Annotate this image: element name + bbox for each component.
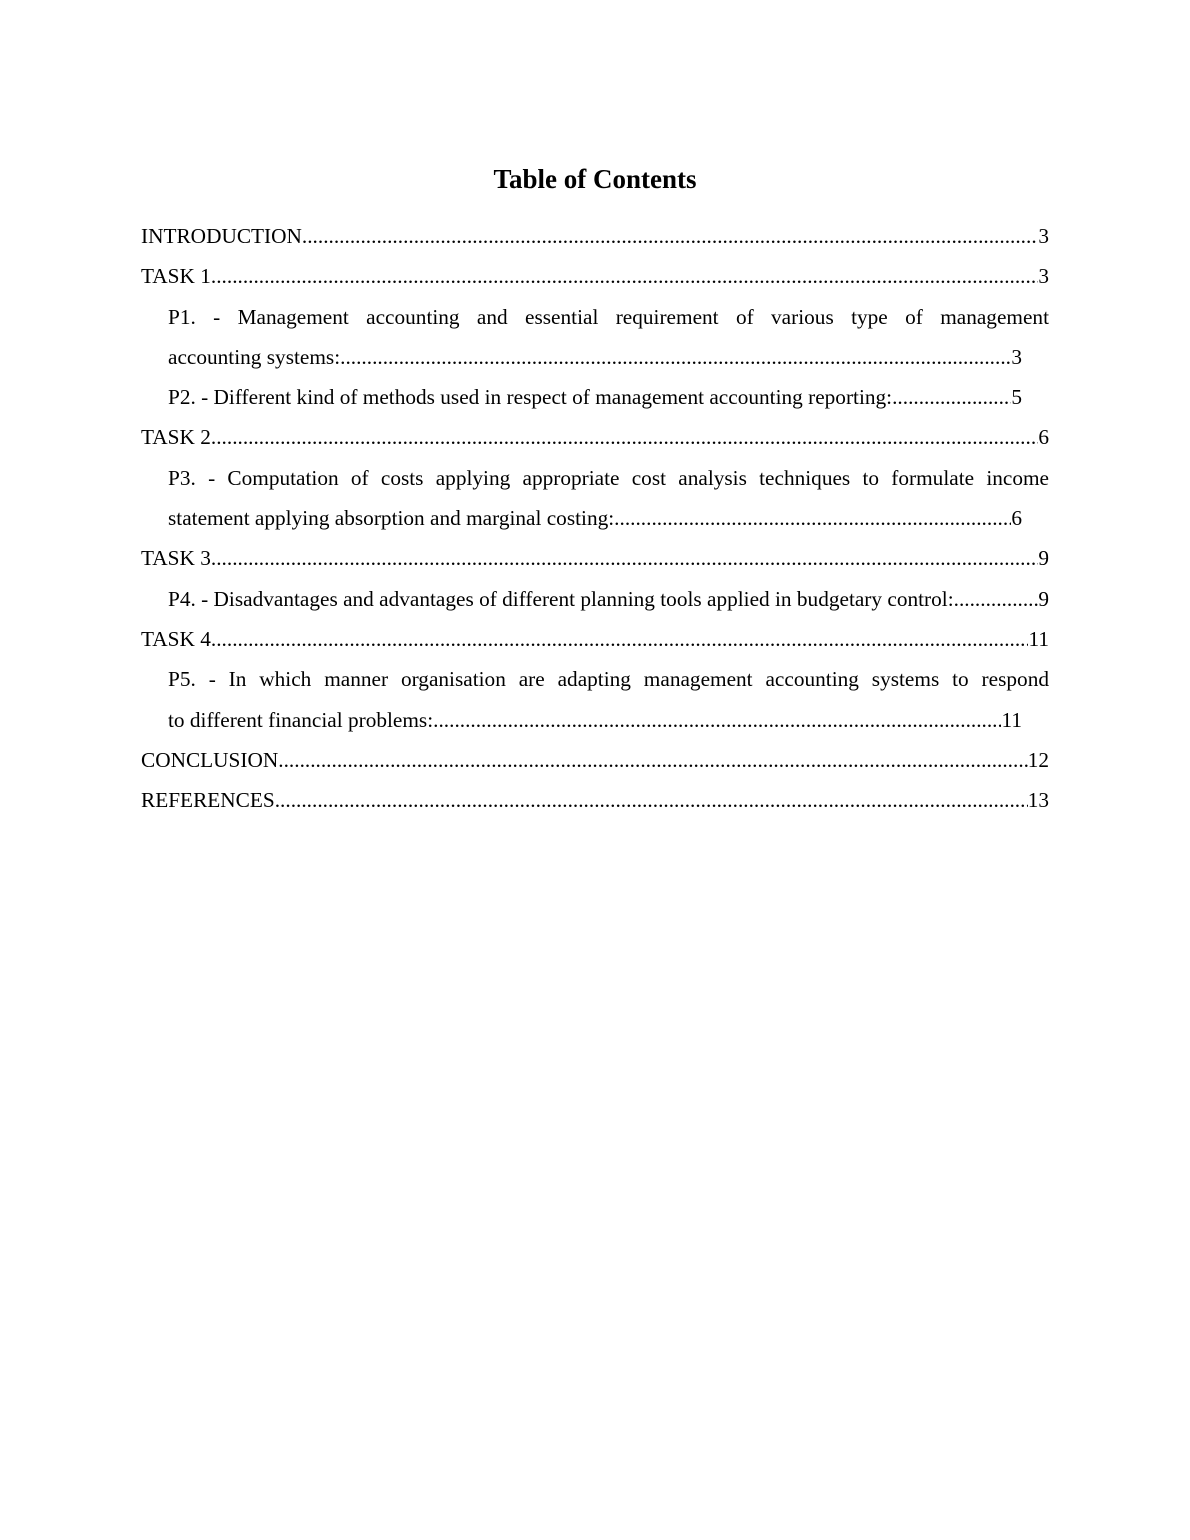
toc-leader bbox=[954, 579, 1039, 619]
toc-page-number: 3 bbox=[1011, 344, 1022, 369]
toc-entry-introduction[interactable] bbox=[141, 216, 1049, 256]
toc-leader bbox=[302, 216, 1038, 256]
toc-page-number: 11 bbox=[1028, 626, 1049, 651]
toc-entry-p1[interactable] bbox=[141, 297, 1049, 378]
toc-entry-task-2[interactable] bbox=[141, 417, 1049, 457]
toc-entry-label: INTRODUCTION bbox=[141, 224, 302, 248]
toc-entry-p2[interactable] bbox=[141, 377, 1049, 417]
toc-entry-label-line2: statement applying absorption and marginal costing: bbox=[168, 506, 615, 531]
toc-entry-label-line1: P5. - In which manner organisation are adapting management accounting systems to respond bbox=[168, 667, 1049, 692]
toc-entry-label: P4. - Disadvantages and advantages of different planning tools applied in budgetary control: bbox=[168, 586, 954, 611]
toc-leader bbox=[211, 256, 1038, 296]
toc-entry-p4[interactable] bbox=[141, 579, 1049, 619]
toc-title: Table of Contents bbox=[493, 164, 697, 194]
toc-entry-label-line2: accounting systems: bbox=[168, 344, 341, 369]
toc-page-number: 3 bbox=[1038, 224, 1049, 248]
toc-entry-references[interactable] bbox=[141, 780, 1049, 820]
toc-page-number: 9 bbox=[1038, 546, 1049, 571]
toc-page-number: 11 bbox=[1001, 707, 1022, 732]
toc-entry-label: REFERENCES bbox=[141, 788, 275, 813]
toc-list bbox=[141, 216, 1049, 820]
toc-leader bbox=[433, 700, 1001, 740]
toc-leader bbox=[340, 337, 1011, 377]
toc-entry-task-3[interactable] bbox=[141, 538, 1049, 578]
toc-entry-label: TASK 3 bbox=[141, 546, 211, 571]
toc-leader bbox=[275, 780, 1028, 820]
toc-entry-cont bbox=[168, 700, 1049, 740]
toc-leader bbox=[614, 498, 1011, 538]
toc-entry-label-line1: P3. - Computation of costs applying appropriate cost analysis techniques to formulate income bbox=[168, 465, 1049, 490]
toc-entry-label: TASK 1 bbox=[141, 264, 211, 289]
toc-entry-cont bbox=[168, 498, 1049, 538]
toc-entry-label: CONCLUSION bbox=[141, 747, 279, 772]
toc-leader bbox=[211, 417, 1038, 457]
toc-entry-cont bbox=[168, 337, 1049, 377]
toc-entry-label: P2. - Different kind of methods used in respect of management accounting reporting: bbox=[168, 385, 893, 410]
toc-leader bbox=[211, 538, 1038, 578]
toc-entry-p3[interactable] bbox=[141, 458, 1049, 539]
toc-page-number: 6 bbox=[1011, 506, 1022, 531]
toc-page-number: 12 bbox=[1027, 747, 1049, 772]
toc-entry-label-line2: to different financial problems: bbox=[168, 707, 434, 732]
toc-leader bbox=[211, 619, 1029, 659]
toc-leader bbox=[892, 377, 1011, 417]
toc-entry-label-line1: P1. - Management accounting and essential requirement of various type of management bbox=[168, 304, 1049, 329]
toc-entry-task-4[interactable] bbox=[141, 619, 1049, 659]
toc-entry-label: TASK 4 bbox=[141, 626, 211, 651]
toc-page-number: 5 bbox=[1011, 385, 1022, 410]
toc-page-number: 13 bbox=[1027, 788, 1049, 813]
toc-page-number: 9 bbox=[1038, 586, 1049, 611]
toc-entry-conclusion[interactable] bbox=[141, 740, 1049, 780]
toc-page-number: 3 bbox=[1038, 264, 1049, 289]
toc-entry-task-1[interactable] bbox=[141, 256, 1049, 296]
toc-leader bbox=[278, 740, 1027, 780]
toc-entry-label: TASK 2 bbox=[141, 425, 211, 450]
toc-page-number: 6 bbox=[1038, 425, 1049, 450]
toc-entry-p5[interactable] bbox=[141, 659, 1049, 740]
